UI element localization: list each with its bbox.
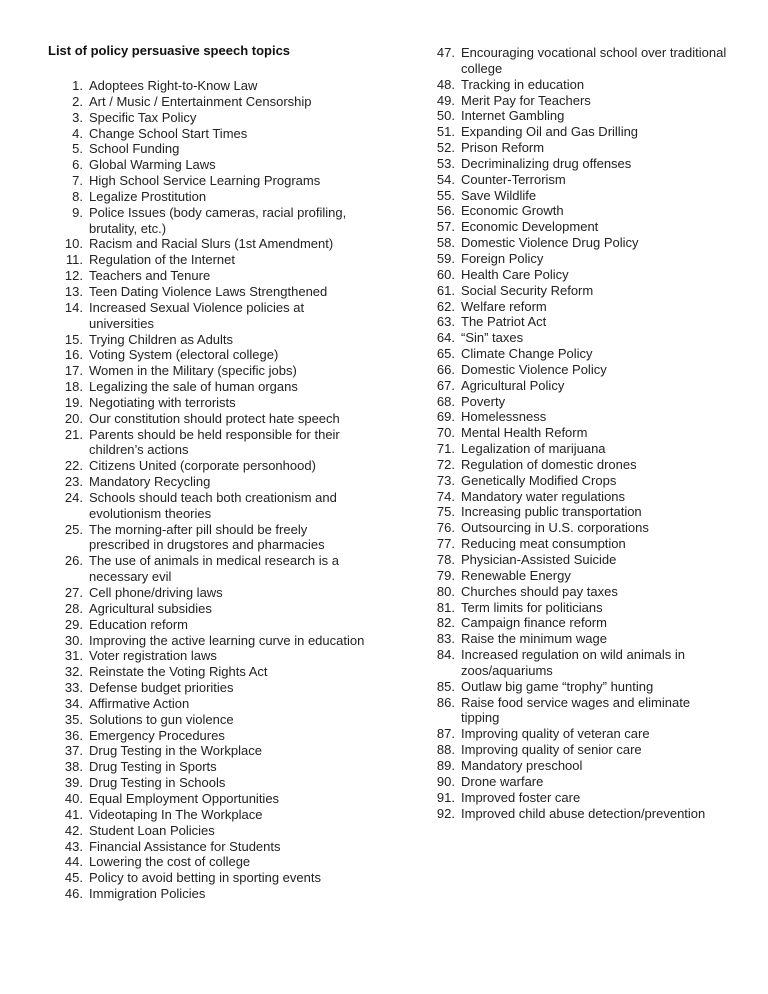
list-item-number: 88. <box>436 742 455 758</box>
list-item-number: 39. <box>64 775 83 791</box>
list-item <box>48 427 368 459</box>
list-item-number: 78. <box>436 552 455 567</box>
list-item <box>48 728 368 744</box>
list-item <box>420 441 730 457</box>
list-item-number: 3. <box>72 109 83 125</box>
list-item <box>420 806 730 822</box>
list-item-number: 79. <box>436 567 455 583</box>
list-item-text: Racism and Racial Slurs (1st Amendment) <box>89 236 334 252</box>
list-item <box>420 742 730 758</box>
list-item <box>420 726 730 742</box>
list-item-text: Domestic Violence Drug Policy <box>461 235 639 251</box>
list-item-number: 83. <box>436 631 455 647</box>
list-item-text: Equal Employment Opportunities <box>89 790 280 806</box>
list-item <box>420 93 730 109</box>
list-item-text: Churches should pay taxes <box>461 583 618 599</box>
list-item-text: Videotaping In The Workplace <box>89 806 263 822</box>
list-item-number: 61. <box>436 282 455 298</box>
list-item-number: 27. <box>64 585 83 600</box>
list-item-text: Domestic Violence Policy <box>461 361 607 377</box>
list-item <box>48 807 368 823</box>
list-item-text: Voter registration laws <box>89 648 217 664</box>
list-item-text: Mandatory preschool <box>461 757 583 773</box>
list-item-number: 71. <box>436 441 455 457</box>
list-item-text: Improving quality of veteran care <box>461 726 650 742</box>
list-item-text: Economic Development <box>461 219 599 235</box>
list-item-number: 21. <box>64 426 83 442</box>
list-item <box>48 300 368 332</box>
list-item-number: 63. <box>436 314 455 330</box>
list-item <box>420 172 730 188</box>
list-item <box>420 695 730 727</box>
list-item-text: Solutions to gun violence <box>89 711 234 727</box>
list-item-text: Internet Gambling <box>461 108 565 124</box>
list-item-number: 17. <box>64 363 83 379</box>
list-item <box>48 839 368 855</box>
list-item <box>420 647 730 679</box>
list-item-number: 52. <box>436 140 455 156</box>
list-item <box>420 425 730 441</box>
list-item <box>48 886 368 902</box>
list-item <box>48 110 368 126</box>
list-item-text: Cell phone/driving laws <box>89 585 223 600</box>
list-item-number: 11. <box>65 252 83 268</box>
list-item-text: Education reform <box>89 616 188 632</box>
list-item-number: 81. <box>436 599 455 615</box>
list-item-number: 56. <box>436 203 455 219</box>
list-item-number: 40. <box>64 790 83 806</box>
list-item <box>48 458 368 474</box>
list-item <box>48 189 368 205</box>
list-item-number: 7. <box>72 173 83 189</box>
list-item <box>420 124 730 140</box>
list-item <box>420 235 730 251</box>
list-item-text: Term limits for politicians <box>461 599 603 615</box>
list-item-text: Agricultural subsidies <box>89 600 212 616</box>
list-item-number: 29. <box>64 616 83 632</box>
list-item <box>48 395 368 411</box>
list-item <box>420 489 730 505</box>
list-item <box>420 330 730 346</box>
list-item <box>420 140 730 156</box>
list-item <box>420 45 730 77</box>
list-item <box>48 648 368 664</box>
list-item <box>420 520 730 536</box>
list-item <box>48 870 368 886</box>
list-item <box>48 411 368 427</box>
list-item-number: 30. <box>64 632 83 648</box>
list-item-number: 4. <box>72 125 83 141</box>
list-item-text: Health Care Policy <box>461 266 569 282</box>
list-item-text: Raise food service wages and eliminate tipping <box>461 694 691 726</box>
list-item-text: Lowering the cost of college <box>89 854 251 870</box>
list-item-number: 42. <box>64 822 83 838</box>
list-item-text: Expanding Oil and Gas Drilling <box>461 124 639 140</box>
list-item-text: Citizens United (corporate personhood) <box>89 458 316 474</box>
list-item-text: Art / Music / Entertainment Censorship <box>89 93 312 109</box>
list-item-text: Homelessness <box>461 409 547 425</box>
list-item-number: 44. <box>64 854 83 870</box>
list-item <box>420 774 730 790</box>
list-item-text: Renewable Energy <box>461 567 571 583</box>
list-item-text: Reducing meat consumption <box>461 536 626 552</box>
list-item-number: 14. <box>64 299 83 315</box>
list-item-number: 55. <box>436 187 455 203</box>
list-item-text: Poverty <box>461 393 506 409</box>
topic-list-right <box>420 45 730 821</box>
list-item-number: 9. <box>72 204 83 220</box>
list-item-text: Merit Pay for Teachers <box>461 92 591 108</box>
list-item-text: Drug Testing in the Workplace <box>89 743 262 759</box>
list-item <box>420 251 730 267</box>
list-item <box>48 617 368 633</box>
list-item-number: 87. <box>436 726 455 742</box>
list-item <box>48 157 368 173</box>
list-item-number: 66. <box>436 361 455 377</box>
list-item <box>420 552 730 568</box>
list-item-text: Increased Sexual Violence policies at universities <box>89 299 305 331</box>
list-item <box>420 473 730 489</box>
list-item <box>420 679 730 695</box>
list-item <box>420 346 730 362</box>
list-item-number: 31. <box>64 648 83 664</box>
list-item-number: 38. <box>64 759 83 775</box>
list-item-text: Improving the active learning curve in education <box>89 632 365 648</box>
list-item-number: 25. <box>64 521 83 537</box>
list-item <box>420 203 730 219</box>
list-item-text: Counter-Terrorism <box>461 171 566 187</box>
list-item-text: Increased regulation on wild animals in zoos/aquariums <box>461 647 686 678</box>
list-item-text: “Sin” taxes <box>461 330 524 346</box>
list-item-text: Campaign finance reform <box>461 615 607 631</box>
list-item-text: Mental Health Reform <box>461 425 588 441</box>
list-item-number: 86. <box>436 694 455 710</box>
list-item-text: Change School Start Times <box>89 125 248 141</box>
topic-list-left <box>48 78 368 902</box>
list-item-number: 33. <box>64 680 83 696</box>
list-item <box>48 664 368 680</box>
list-item-number: 32. <box>64 664 83 680</box>
list-item <box>48 791 368 807</box>
list-item <box>48 522 368 554</box>
list-item-number: 22. <box>64 458 83 474</box>
list-item-number: 45. <box>64 870 83 886</box>
list-item-text: Legalize Prostitution <box>89 188 207 204</box>
list-item-text: Increasing public transportation <box>461 504 642 520</box>
list-item <box>48 696 368 712</box>
list-item-number: 70. <box>436 425 455 441</box>
list-item <box>48 553 368 585</box>
list-item <box>420 314 730 330</box>
list-item <box>48 252 368 268</box>
list-item-number: 5. <box>72 141 83 157</box>
list-item-text: Immigration Policies <box>89 886 206 902</box>
list-item-number: 74. <box>436 488 455 504</box>
list-item-text: Prison Reform <box>461 140 545 156</box>
list-item <box>420 77 730 93</box>
list-item <box>420 188 730 204</box>
list-item <box>420 504 730 520</box>
list-item-text: Outsourcing in U.S. corporations <box>461 520 649 536</box>
list-item-text: Regulation of the Internet <box>89 252 235 268</box>
list-item-text: Climate Change Policy <box>461 346 593 362</box>
list-item-text: Encouraging vocational school over traditional college <box>461 45 727 76</box>
list-item <box>48 173 368 189</box>
list-item <box>420 219 730 235</box>
list-item-number: 85. <box>436 678 455 694</box>
list-item <box>48 601 368 617</box>
list-item-text: The use of animals in medical research is a necessary evil <box>89 553 340 585</box>
list-item-number: 82. <box>436 615 455 631</box>
list-item-text: Improving quality of senior care <box>461 742 642 758</box>
list-item <box>48 141 368 157</box>
list-item <box>48 205 368 237</box>
list-item-text: Our constitution should protect hate speech <box>89 410 340 426</box>
list-item-number: 26. <box>64 553 83 569</box>
list-item <box>48 363 368 379</box>
list-item <box>420 299 730 315</box>
list-item-text: Women in the Military (specific jobs) <box>89 363 297 379</box>
list-item-number: 36. <box>64 727 83 743</box>
list-item-text: Decriminalizing drug offenses <box>461 155 632 171</box>
list-item-text: Drug Testing in Schools <box>89 775 226 791</box>
list-item-number: 46. <box>64 886 83 902</box>
list-item <box>420 568 730 584</box>
list-item-text: Welfare reform <box>461 298 547 314</box>
list-item-number: 23. <box>64 474 83 490</box>
list-item-number: 13. <box>64 283 83 299</box>
list-item-text: Economic Growth <box>461 203 564 219</box>
list-item <box>48 236 368 252</box>
list-item-number: 89. <box>436 757 455 773</box>
list-item-text: Outlaw big game “trophy” hunting <box>461 678 654 694</box>
list-item <box>420 156 730 172</box>
list-item-text: Mandatory Recycling <box>89 474 211 490</box>
list-item-number: 37. <box>64 743 83 759</box>
list-item <box>420 394 730 410</box>
list-item-text: Foreign Policy <box>461 250 544 266</box>
list-item-number: 54. <box>436 171 455 187</box>
list-item-text: High School Service Learning Programs <box>89 173 321 189</box>
list-item <box>48 474 368 490</box>
list-item <box>420 378 730 394</box>
list-item <box>48 759 368 775</box>
list-item-number: 34. <box>64 695 83 711</box>
list-item-number: 80. <box>436 583 455 599</box>
list-item <box>420 631 730 647</box>
list-item-number: 35. <box>64 711 83 727</box>
list-item-text: The Patriot Act <box>461 314 547 330</box>
list-item <box>420 600 730 616</box>
list-item-text: Financial Assistance for Students <box>89 838 281 854</box>
list-item-text: Affirmative Action <box>89 695 190 711</box>
list-item-text: Voting System (electoral college) <box>89 347 279 363</box>
list-item <box>420 536 730 552</box>
list-item-number: 76. <box>436 520 455 536</box>
list-item-text: Agricultural Policy <box>461 377 565 393</box>
list-item-number: 57. <box>436 219 455 235</box>
list-item <box>48 78 368 94</box>
list-item-text: Regulation of domestic drones <box>461 456 637 472</box>
list-item-number: 48. <box>436 76 455 92</box>
list-item <box>48 490 368 522</box>
list-item-number: 59. <box>436 250 455 266</box>
list-item-number: 58. <box>436 235 455 251</box>
list-item-text: Policy to avoid betting in sporting events <box>89 870 321 886</box>
list-item-number: 8. <box>72 188 83 204</box>
list-item <box>420 108 730 124</box>
list-item <box>420 409 730 425</box>
list-item <box>420 758 730 774</box>
list-item-number: 64. <box>436 330 455 346</box>
list-item-text: Improved foster care <box>461 789 581 805</box>
list-item <box>420 457 730 473</box>
list-item <box>48 680 368 696</box>
list-item-number: 77. <box>436 536 455 552</box>
list-item-number: 24. <box>64 489 83 505</box>
list-item-number: 72. <box>436 456 455 472</box>
list-item <box>48 712 368 728</box>
list-item-number: 28. <box>64 600 83 616</box>
list-item <box>420 362 730 378</box>
list-item-number: 19. <box>64 394 83 410</box>
list-item-number: 10. <box>64 236 83 252</box>
list-item-number: 1. <box>72 78 83 93</box>
list-item-text: Improved child abuse detection/prevention <box>461 805 706 821</box>
list-item-number: 43. <box>64 838 83 854</box>
list-item-number: 12. <box>64 268 83 284</box>
list-item-text: Teen Dating Violence Laws Strengthened <box>89 283 328 299</box>
list-item-number: 18. <box>64 379 83 395</box>
list-item <box>48 743 368 759</box>
list-item-number: 67. <box>436 377 455 393</box>
list-item <box>48 633 368 649</box>
list-item <box>48 268 368 284</box>
list-item <box>48 126 368 142</box>
list-item <box>48 332 368 348</box>
list-item-text: Adoptees Right-to-Know Law <box>89 78 258 93</box>
list-item-number: 20. <box>64 410 83 426</box>
list-item-number: 91. <box>436 789 455 805</box>
list-item <box>48 854 368 870</box>
list-item-number: 73. <box>436 472 455 488</box>
list-item-number: 51. <box>436 124 455 140</box>
list-item-text: Genetically Modified Crops <box>461 472 617 488</box>
list-item-number: 49. <box>436 92 455 108</box>
list-item <box>48 775 368 791</box>
list-item-number: 15. <box>64 331 83 347</box>
list-item-text: Raise the minimum wage <box>461 631 607 647</box>
list-item <box>420 790 730 806</box>
list-item-text: Police Issues (body cameras, racial profiling, brutality, etc.) <box>89 204 347 236</box>
list-item-text: Teachers and Tenure <box>89 268 211 284</box>
list-item <box>420 615 730 631</box>
list-item-text: The morning-after pill should be freely prescribed in drugstores and pharmacies <box>89 521 325 553</box>
list-item-number: 84. <box>436 647 455 663</box>
list-item-number: 65. <box>436 346 455 362</box>
list-item-text: Trying Children as Adults <box>89 331 234 347</box>
list-item-text: Student Loan Policies <box>89 822 215 838</box>
list-item-text: Tracking in education <box>461 76 585 92</box>
page-title: List of policy persuasive speech topics <box>48 43 291 58</box>
list-item-text: Save Wildlife <box>461 187 537 203</box>
list-item-number: 47. <box>436 45 455 60</box>
list-item-text: School Funding <box>89 141 180 157</box>
list-item <box>48 347 368 363</box>
list-item-text: Reinstate the Voting Rights Act <box>89 664 268 680</box>
list-item-text: Physician-Assisted Suicide <box>461 552 617 567</box>
list-item <box>48 379 368 395</box>
list-item-number: 69. <box>436 409 455 425</box>
list-item-number: 60. <box>436 266 455 282</box>
list-item-text: Drug Testing in Sports <box>89 759 217 775</box>
list-item-text: Parents should be held responsible for their children’s actions <box>89 426 340 458</box>
list-item-number: 16. <box>64 347 83 363</box>
list-item <box>48 94 368 110</box>
list-item-number: 53. <box>436 155 455 171</box>
list-item-text: Mandatory water regulations <box>461 488 626 504</box>
list-item-text: Drone warfare <box>461 773 544 789</box>
list-item-text: Schools should teach both creationism and evolutionism theories <box>89 489 337 521</box>
list-item-text: Emergency Procedures <box>89 727 225 743</box>
list-item <box>48 585 368 601</box>
list-item-number: 92. <box>436 805 455 821</box>
list-item-text: Global Warming Laws <box>89 157 216 173</box>
list-item-text: Specific Tax Policy <box>89 109 197 125</box>
list-item-text: Legalizing the sale of human organs <box>89 379 298 395</box>
list-item <box>420 283 730 299</box>
list-item-number: 90. <box>436 773 455 789</box>
list-item-number: 2. <box>72 93 83 109</box>
list-item-number: 50. <box>436 108 455 124</box>
list-item-text: Defense budget priorities <box>89 680 234 696</box>
list-item <box>48 823 368 839</box>
list-item-text: Legalization of marijuana <box>461 441 606 457</box>
list-item-number: 68. <box>436 393 455 409</box>
list-item-number: 6. <box>72 157 83 173</box>
list-item-text: Social Security Reform <box>461 282 594 298</box>
list-item-text: Negotiating with terrorists <box>89 394 236 410</box>
list-item <box>420 267 730 283</box>
list-item-number: 62. <box>436 298 455 314</box>
list-item <box>420 584 730 600</box>
list-item-number: 41. <box>64 806 83 822</box>
list-item <box>48 284 368 300</box>
list-item-number: 75. <box>436 504 455 520</box>
